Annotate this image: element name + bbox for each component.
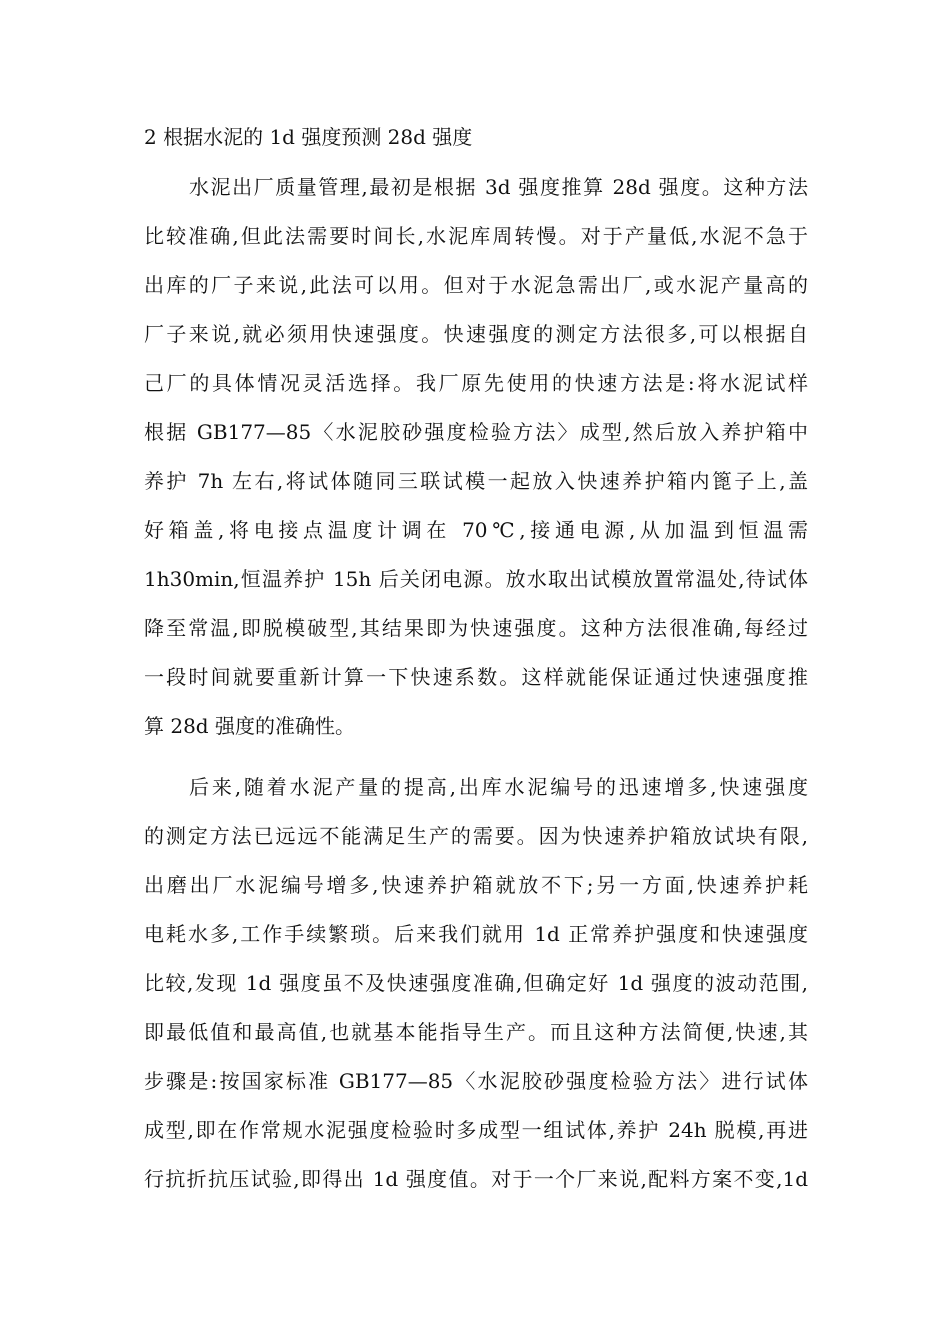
text-line: 己厂的具体情况灵活选择。我厂原先使用的快速方法是:将水泥试样 [144, 371, 808, 395]
text-line: 厂子来说,就必须用快速强度。快速强度的测定方法很多,可以根据自 [144, 322, 808, 346]
text-line: 比较,发现 1d 强度虽不及快速强度准确,但确定好 1d 强度的波动范围, [144, 971, 808, 995]
text-line: 即最低值和最高值,也就基本能指导生产。而且这种方法简便,快速,其 [144, 1020, 808, 1044]
text-line: 出库的厂子来说,此法可以用。但对于水泥急需出厂,或水泥产量高的 [144, 273, 808, 297]
text-line: 比较准确,但此法需要时间长,水泥库周转慢。对于产量低,水泥不急于 [144, 224, 808, 248]
text-line: 成型,即在作常规水泥强度检验时多成型一组试体,养护 24h 脱模,再进 [144, 1118, 808, 1142]
text-line: 降至常温,即脱模破型,其结果即为快速强度。这种方法很准确,每经过 [144, 616, 808, 640]
text-line: 1h30min,恒温养护 15h 后关闭电源。放水取出试模放置常温处,待试体 [144, 567, 808, 591]
text-line: 后来,随着水泥产量的提高,出库水泥编号的迅速增多,快速强度 [189, 775, 808, 799]
text-line: 行抗折抗压试验,即得出 1d 强度值。对于一个厂来说,配料方案不变,1d [144, 1167, 808, 1191]
paragraph-2 [144, 763, 808, 1204]
text-line: 养护 7h 左右,将试体随同三联试模一起放入快速养护箱内篦子上,盖 [144, 469, 808, 493]
text-line: 好箱盖,将电接点温度计调在 70℃,接通电源,从加温到恒温需 [144, 518, 808, 542]
section-heading: 2 根据水泥的 1d 强度预测 28d 强度 [144, 125, 473, 149]
text-line: 出磨出厂水泥编号增多,快速养护箱就放不下;另一方面,快速养护耗 [144, 873, 808, 897]
text-line: 一段时间就要重新计算一下快速系数。这样就能保证通过快速强度推 [144, 665, 808, 689]
text-line: 步骤是:按国家标准 GB177—85〈水泥胶砂强度检验方法〉进行试体 [144, 1069, 808, 1093]
text-line: 算 28d 强度的准确性。 [144, 714, 355, 738]
text-line: 的测定方法已远远不能满足生产的需要。因为快速养护箱放试块有限, [144, 824, 808, 848]
text-line: 水泥出厂质量管理,最初是根据 3d 强度推算 28d 强度。这种方法 [189, 175, 808, 199]
paragraph-1 [144, 163, 808, 751]
text-line: 根据 GB177—85〈水泥胶砂强度检验方法〉成型,然后放入养护箱中 [144, 420, 808, 444]
text-line: 电耗水多,工作手续繁琐。后来我们就用 1d 正常养护强度和快速强度 [144, 922, 808, 946]
